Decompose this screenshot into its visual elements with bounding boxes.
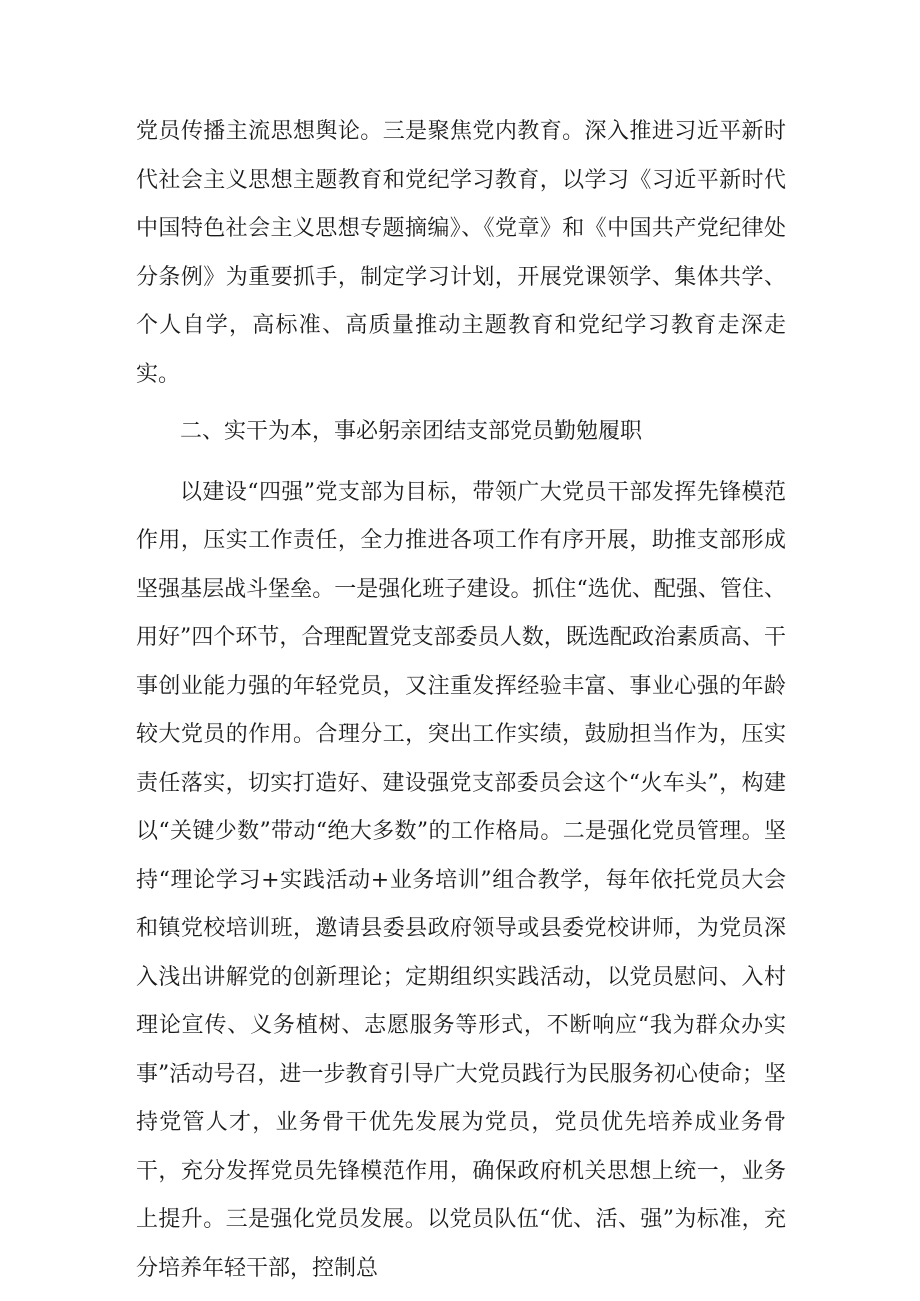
paragraph-continued: 党员传播主流思想舆论。三是聚焦党内教育。深入推进习近平新时代社会主义思想主题教育和党纪学习教育，以学习《习近平新时代中国特色社会主义思想专题摘编》、《党章》和《中国共产党纪律处分条例》为重要抓手，制定学习计划，开展党课领学、集体共学、个人自学，高标准、高质量推动主题教育和党纪学习教育走深走实。 [136,119,786,387]
section-heading: 二、实干为本，事必躬亲团结支部党员勤勉履职 [180,419,643,444]
paragraph-section-two: 以建设“四强”党支部为目标，带领广大党员干部发挥先锋模范作用，压实工作责任，全力推进各项工作有序开展，助推支部形成坚强基层战斗堡垒。一是强化班子建设。抓住“选优、配强、管住、用好”四个环节，合理配置党支部委员人数，既选配政治素质高、干事创业能力强的年轻党员，又注重发挥经验丰富、事业心强的年龄较大党员的作用。合理分工，突出工作实绩，鼓励担当作为，压实责任落实，切实打造好、建设强党支部委员会这个“火车头”，构建以“关键少数”带动“绝大多数”的工作格局。二是强化党员管理。坚持“理论学习+实践活动+业务培训”组合教学，每年依托党员大会和镇党校培训班，邀请县委县政府领导或县委党校讲师，为党员深入浅出讲解党的创新理论；定期组织实践活动，以党员慰问、入村理论宣传、义务植树、志愿服务等形式，不断响应“我为群众办实事”活动号召，进一步教育引导广大党员践行为民服务初心使命；坚持党管人才，业务骨干优先发展为党员，党员优先培养成业务骨干，充分发挥党员先锋模范作用，确保政府机关思想上统一，业务上提升。三是强化党员发展。以党员队伍“优、活、强”为标准，充分培养年轻干部，控制总 [136,479,786,1281]
document-body [136,108,786,1293]
